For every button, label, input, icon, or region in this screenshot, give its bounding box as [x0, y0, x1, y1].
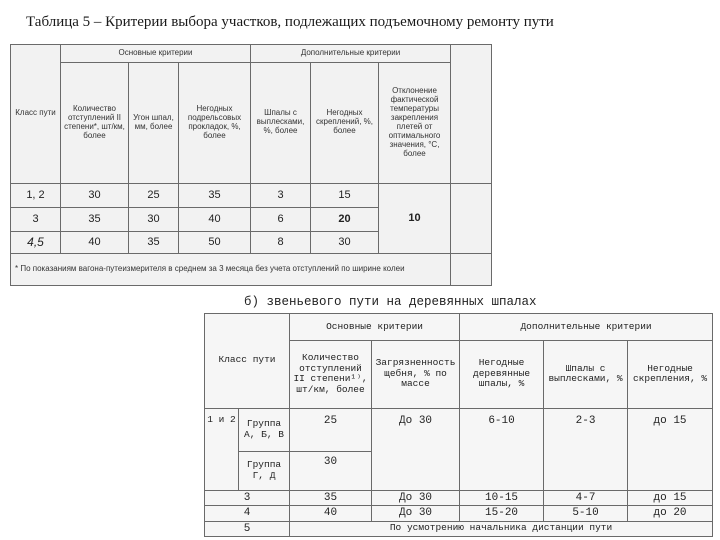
- cell-sleepers-splashes: 5-10: [544, 506, 628, 521]
- cell-ballast: До 30: [372, 506, 460, 521]
- cell-sleepers-bad: 6-10: [460, 408, 544, 490]
- cell-fastenings: до 20: [628, 506, 713, 521]
- cell-sleepers-splashes: 4-7: [544, 490, 628, 505]
- page-title: Таблица 5 – Критерии выбора участков, подлежащих подъемочному ремонту пути: [26, 14, 554, 30]
- cell-splashes: 35: [129, 231, 179, 253]
- blank-cell: [451, 253, 492, 285]
- criteria-table-b: [204, 313, 712, 537]
- cell-sleepers-splashes: 2-3: [544, 408, 628, 490]
- cell-splashes: 30: [129, 207, 179, 231]
- criteria-table-a: [10, 44, 491, 286]
- cell-row5-text: По усмотрению начальника дистанции пути: [290, 521, 713, 536]
- cell-sleepers-bad: 15-20: [460, 506, 544, 521]
- header-sleepers-bad: Негодные деревянные шпалы, %: [460, 340, 544, 408]
- header-ties: Негодных подрельсовых прокладок, %, более: [179, 63, 251, 184]
- blank-cell: [451, 45, 492, 184]
- cell-group-ab-label: Группа А, Б, В: [239, 408, 290, 451]
- cell-ballast: До 30: [372, 490, 460, 505]
- cell-class: 3: [205, 490, 290, 505]
- cell-class: 5: [205, 521, 290, 536]
- header-sleepers-splashes: Шпалы с выплесками, %: [544, 340, 628, 408]
- header-ballast: Загрязненность щебня, % по массе: [372, 340, 460, 408]
- table-footnote: * По показаниям вагона-путеизмерителя в среднем за 3 месяца без учета отступлений по ширине колеи: [11, 253, 451, 285]
- cell-group-ab-value: 25: [290, 408, 372, 451]
- group-extra-criteria: Дополнительные критерии: [460, 314, 713, 341]
- header-sleepers: Шпалы с выплесками, %, более: [251, 63, 311, 184]
- cell-ties: 35: [179, 183, 251, 207]
- cell-fastenings: до 15: [628, 490, 713, 505]
- cell-splashes: 25: [129, 183, 179, 207]
- cell-group-gd-label: Группа Г, Д: [239, 451, 290, 490]
- cell-ties: 50: [179, 231, 251, 253]
- cell-deviations: 40: [290, 506, 372, 521]
- cell-fastenings: 20: [311, 207, 379, 231]
- cell-fastenings: до 15: [628, 408, 713, 490]
- cell-sleepers-bad: 10-15: [460, 490, 544, 505]
- cell-fastenings: 30: [311, 231, 379, 253]
- cell-temperature: 10: [379, 183, 451, 253]
- cell-sleepers: 3: [251, 183, 311, 207]
- subtitle: б) звеньевого пути на деревянных шпалах: [244, 295, 537, 309]
- cell-fastenings: 15: [311, 183, 379, 207]
- header-fastenings: Негодные скрепления, %: [628, 340, 713, 408]
- header-deviations: Количество отступлений II степени*, шт/км, более: [61, 63, 129, 184]
- cell-class: 3: [11, 207, 61, 231]
- cell-class: 4,5: [11, 231, 61, 253]
- cell-deviations: 40: [61, 231, 129, 253]
- cell-ballast: До 30: [372, 408, 460, 490]
- cell-sleepers: 8: [251, 231, 311, 253]
- cell-ties: 40: [179, 207, 251, 231]
- header-fastenings: Негодных скреплений, %, более: [311, 63, 379, 184]
- cell-group-gd-value: 30: [290, 451, 372, 490]
- cell-deviations: 35: [290, 490, 372, 505]
- header-class: Класс пути: [11, 45, 61, 184]
- blank-cell: [451, 183, 492, 253]
- cell-class: 1 и 2: [205, 408, 239, 490]
- header-temperature: Отклонение фактической температуры закрепления плетей от оптимального значения, °C, более: [379, 63, 451, 184]
- header-class: Класс пути: [205, 314, 290, 409]
- cell-deviations: 35: [61, 207, 129, 231]
- header-deviations: Количество отступлений II степени¹⁾, шт/км, более: [290, 340, 372, 408]
- group-main-criteria: Основные критерии: [61, 45, 251, 63]
- group-extra-criteria: Дополнительные критерии: [251, 45, 451, 63]
- header-splashes: Угон шпал, мм, более: [129, 63, 179, 184]
- cell-class: 1, 2: [11, 183, 61, 207]
- group-main-criteria: Основные критерии: [290, 314, 460, 341]
- cell-sleepers: 6: [251, 207, 311, 231]
- cell-deviations: 30: [61, 183, 129, 207]
- cell-class: 4: [205, 506, 290, 521]
